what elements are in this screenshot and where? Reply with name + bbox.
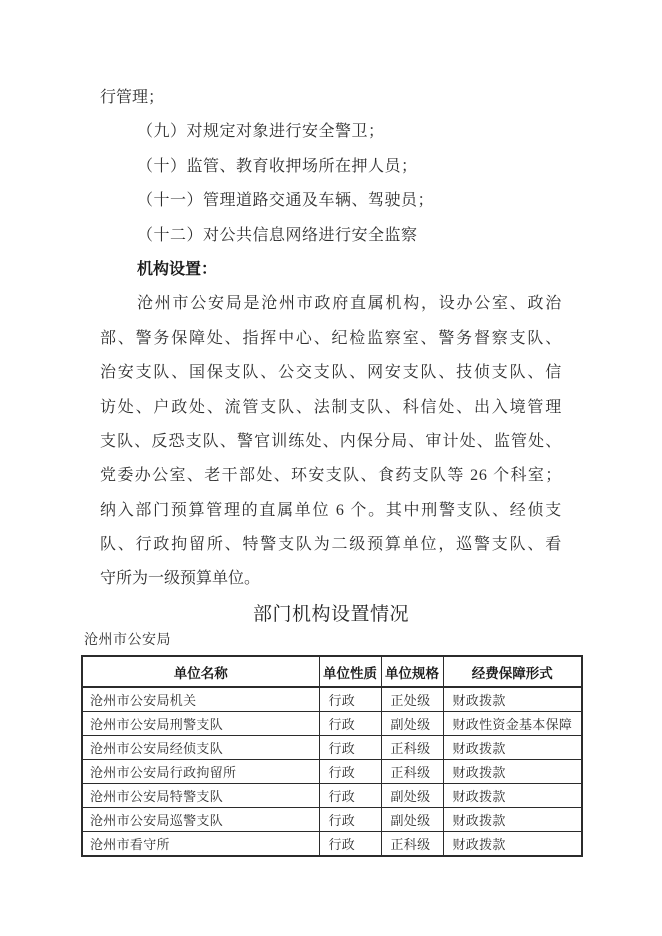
paragraph-line: 党委办公室、老干部处、环安支队、食药支队等 26 个科室； bbox=[100, 467, 562, 485]
paragraph-line: 沧州市公安局是沧州市政府直属机构，设办公室、政治 bbox=[137, 295, 562, 313]
cell-unit-name: 沧州市公安局特警支队 bbox=[82, 784, 319, 808]
list-item-nine: （九）对规定对象进行安全警卫； bbox=[137, 123, 385, 141]
cell-unit-name: 沧州市公安局经侦支队 bbox=[82, 736, 319, 760]
table-row bbox=[82, 832, 582, 857]
cell-unit-name: 沧州市公安局巡警支队 bbox=[82, 808, 319, 832]
cell-funding-form: 财政拨款 bbox=[443, 736, 582, 760]
list-item-twelve: （十二）对公共信息网络进行安全监察 bbox=[137, 226, 418, 244]
col-header-unit-grade: 单位规格 bbox=[381, 656, 443, 687]
cell-unit-grade: 副处级 bbox=[381, 712, 443, 736]
table-caption: 沧州市公安局 bbox=[84, 633, 171, 648]
cell-unit-nature: 行政 bbox=[319, 687, 381, 712]
table-title: 部门机构设置情况 bbox=[252, 604, 409, 625]
cell-funding-form: 财政拨款 bbox=[443, 808, 582, 832]
cell-unit-name: 沧州市公安局机关 bbox=[82, 687, 319, 712]
cell-funding-form: 财政拨款 bbox=[443, 760, 582, 784]
table-row bbox=[82, 808, 582, 832]
table-row bbox=[82, 736, 582, 760]
section-heading: 机构设置： bbox=[137, 260, 218, 278]
cell-unit-nature: 行政 bbox=[319, 784, 381, 808]
cell-funding-form: 财政性资金基本保障 bbox=[443, 712, 582, 736]
paragraph-line: 治安支队、国保支队、公交支队、网安支队、技侦支队、信 bbox=[100, 364, 562, 382]
cell-unit-grade: 正处级 bbox=[381, 687, 443, 712]
cell-unit-grade: 副处级 bbox=[381, 808, 443, 832]
paragraph-line: 队、行政拘留所、特警支队为二级预算单位，巡警支队、看 bbox=[100, 536, 562, 554]
cell-unit-grade: 正科级 bbox=[381, 736, 443, 760]
paragraph-line: 部、警务保障处、指挥中心、纪检监察室、警务督察支队、 bbox=[100, 329, 562, 347]
table-header-row bbox=[82, 656, 582, 687]
cell-funding-form: 财政拨款 bbox=[443, 687, 582, 712]
cell-unit-grade: 正科级 bbox=[381, 760, 443, 784]
org-structure-table bbox=[81, 655, 583, 857]
document-body bbox=[100, 81, 562, 597]
cell-funding-form: 财政拨款 bbox=[443, 784, 582, 808]
cell-unit-nature: 行政 bbox=[319, 832, 381, 857]
col-header-unit-name: 单位名称 bbox=[82, 656, 319, 687]
paragraph-line: 纳入部门预算管理的直属单位 6 个。其中刑警支队、经侦支 bbox=[100, 501, 562, 519]
cell-unit-grade: 副处级 bbox=[381, 784, 443, 808]
cell-unit-grade: 正科级 bbox=[381, 832, 443, 857]
cell-funding-form: 财政拨款 bbox=[443, 832, 582, 857]
cell-unit-name: 沧州市看守所 bbox=[82, 832, 319, 857]
table-row bbox=[82, 760, 582, 784]
cell-unit-nature: 行政 bbox=[319, 808, 381, 832]
cell-unit-name: 沧州市公安局刑警支队 bbox=[82, 712, 319, 736]
paragraph-line: 支队、反恐支队、警官训练处、内保分局、审计处、监管处、 bbox=[100, 432, 562, 450]
list-item-eleven: （十一）管理道路交通及车辆、驾驶员； bbox=[137, 192, 435, 210]
table-row bbox=[82, 784, 582, 808]
cell-unit-name: 沧州市公安局行政拘留所 bbox=[82, 760, 319, 784]
cell-unit-nature: 行政 bbox=[319, 712, 381, 736]
table-row bbox=[82, 687, 582, 712]
table-row bbox=[82, 712, 582, 736]
col-header-funding-form: 经费保障形式 bbox=[443, 656, 582, 687]
col-header-unit-nature: 单位性质 bbox=[319, 656, 381, 687]
cell-unit-nature: 行政 bbox=[319, 736, 381, 760]
paragraph-continuation-line: 行管理； bbox=[100, 89, 165, 106]
paragraph-line: 访处、户政处、流管支队、法制支队、科信处、出入境管理 bbox=[100, 398, 562, 416]
list-item-ten: （十）监管、教育收押场所在押人员； bbox=[137, 157, 418, 175]
cell-unit-nature: 行政 bbox=[319, 760, 381, 784]
paragraph-last-line: 守所为一级预算单位。 bbox=[100, 570, 261, 588]
